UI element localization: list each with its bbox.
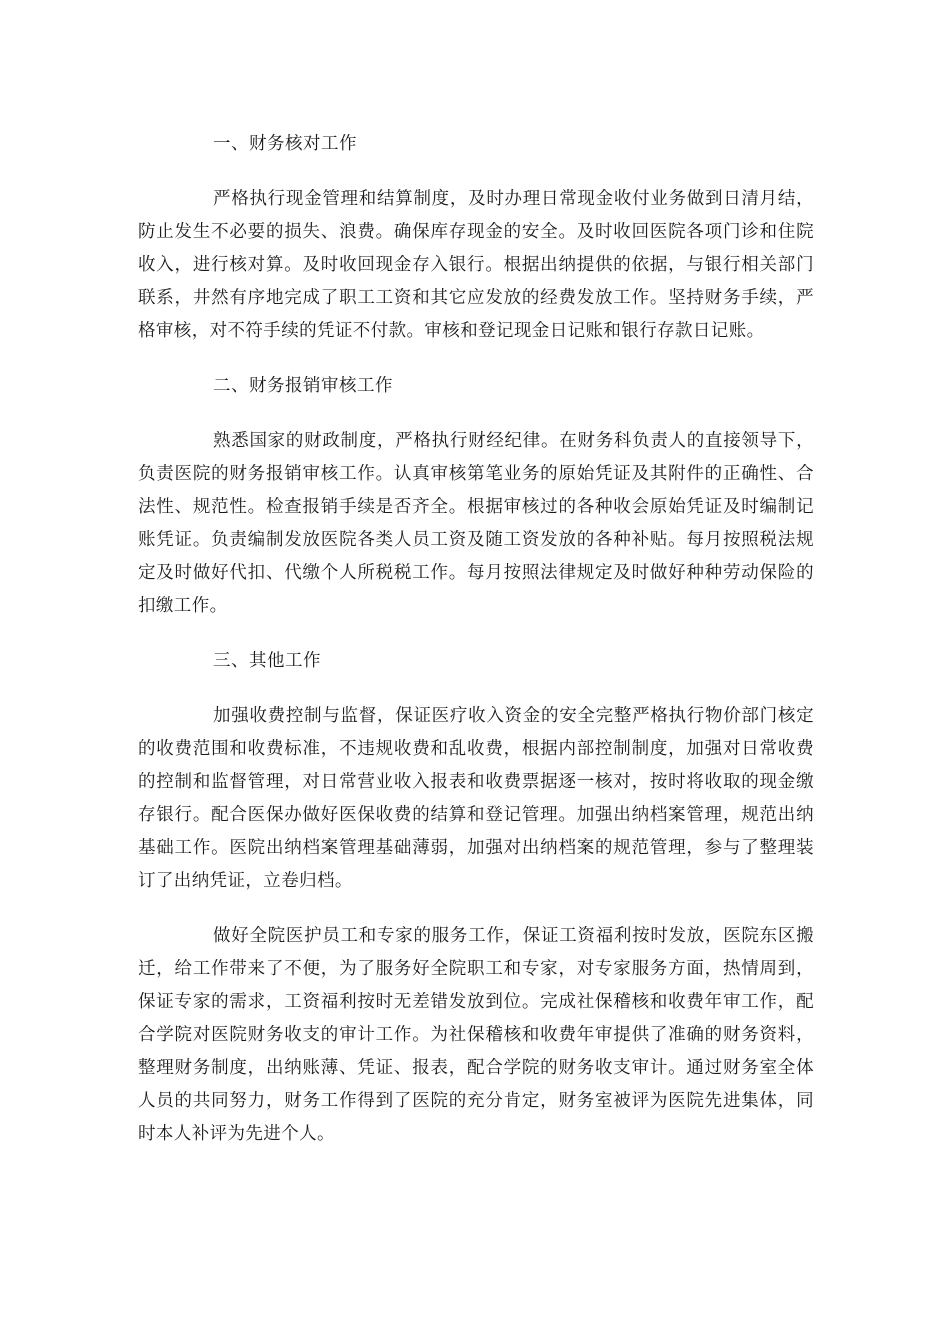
section-2-paragraph-1: 熟悉国家的财政制度，严格执行财经纪律。在财务科负责人的直接领导下，负责医院的财务报销审核工作。认真审核第笔业务的原始凭证及其附件的正确性、合法性、规范性。检查报销手续是否齐全。根据审核过的各种收会原始凭证及时编制记账凭证。负责编制发放医院各类人员工资及随工资发放的各种补贴。每月按照税法规定及时做好代扣、代缴个人所税税工作。每月按照法律规定及时做好种种劳动保险的扣缴工作。 <box>138 431 814 616</box>
document-page <box>138 128 814 1151</box>
section-heading-3: 三、其他工作 <box>213 651 321 671</box>
section-3-paragraph-2: 做好全院医护员工和专家的服务工作，保证工资福利按时发放，医院东区搬迁，给工作带来了不便，为了服务好全院职工和专家，对专家服务方面，热情周到，保证专家的需求，工资福利按时无差错发放到位。完成社保稽核和收费年审工作，配合学院对医院财务收支的审计工作。为社保稽核和收费年审提供了准确的财务资料，整理财务制度，出纳账薄、凭证、报表，配合学院的财务收支审计。通过财务室全体人员的共同努力，财务工作得到了医院的充分肯定，财务室被评为医院先进集体，同时本人补评为先进个人。 <box>138 926 814 1144</box>
section-3-paragraph-1: 加强收费控制与监督，保证医疗收入资金的安全完整严格执行物价部门核定的收费范围和收费标准，不违规收费和乱收费，根据内部控制制度，加强对日常收费的控制和监督管理，对日常营业收入报表和收费票据逐一核对，按时将收取的现金缴存银行。配合医保办做好医保收费的结算和登记管理。加强出纳档案管理，规范出纳基础工作。医院出纳档案管理基础薄弱，加强对出纳档案的规范管理，参与了整理装订了出纳凭证，立卷归档。 <box>138 706 814 891</box>
section-1-paragraph-1: 严格执行现金管理和结算制度，及时办理日常现金收付业务做到日清月结，防止发生不必要的损失、浪费。确保库存现金的安全。及时收回医院各项门诊和住院收入，进行核对算。及时收回现金存入银行。根据出纳提供的依据，与银行相关部门联系，井然有序地完成了职工工资和其它应发放的经费发放工作。坚持财务手续，严格审核，对不符手续的凭证不付款。审核和登记现金日记账和银行存款日记账。 <box>138 189 814 341</box>
section-heading-1: 一、财务核对工作 <box>213 134 357 154</box>
section-heading-2: 二、财务报销审核工作 <box>213 376 393 396</box>
